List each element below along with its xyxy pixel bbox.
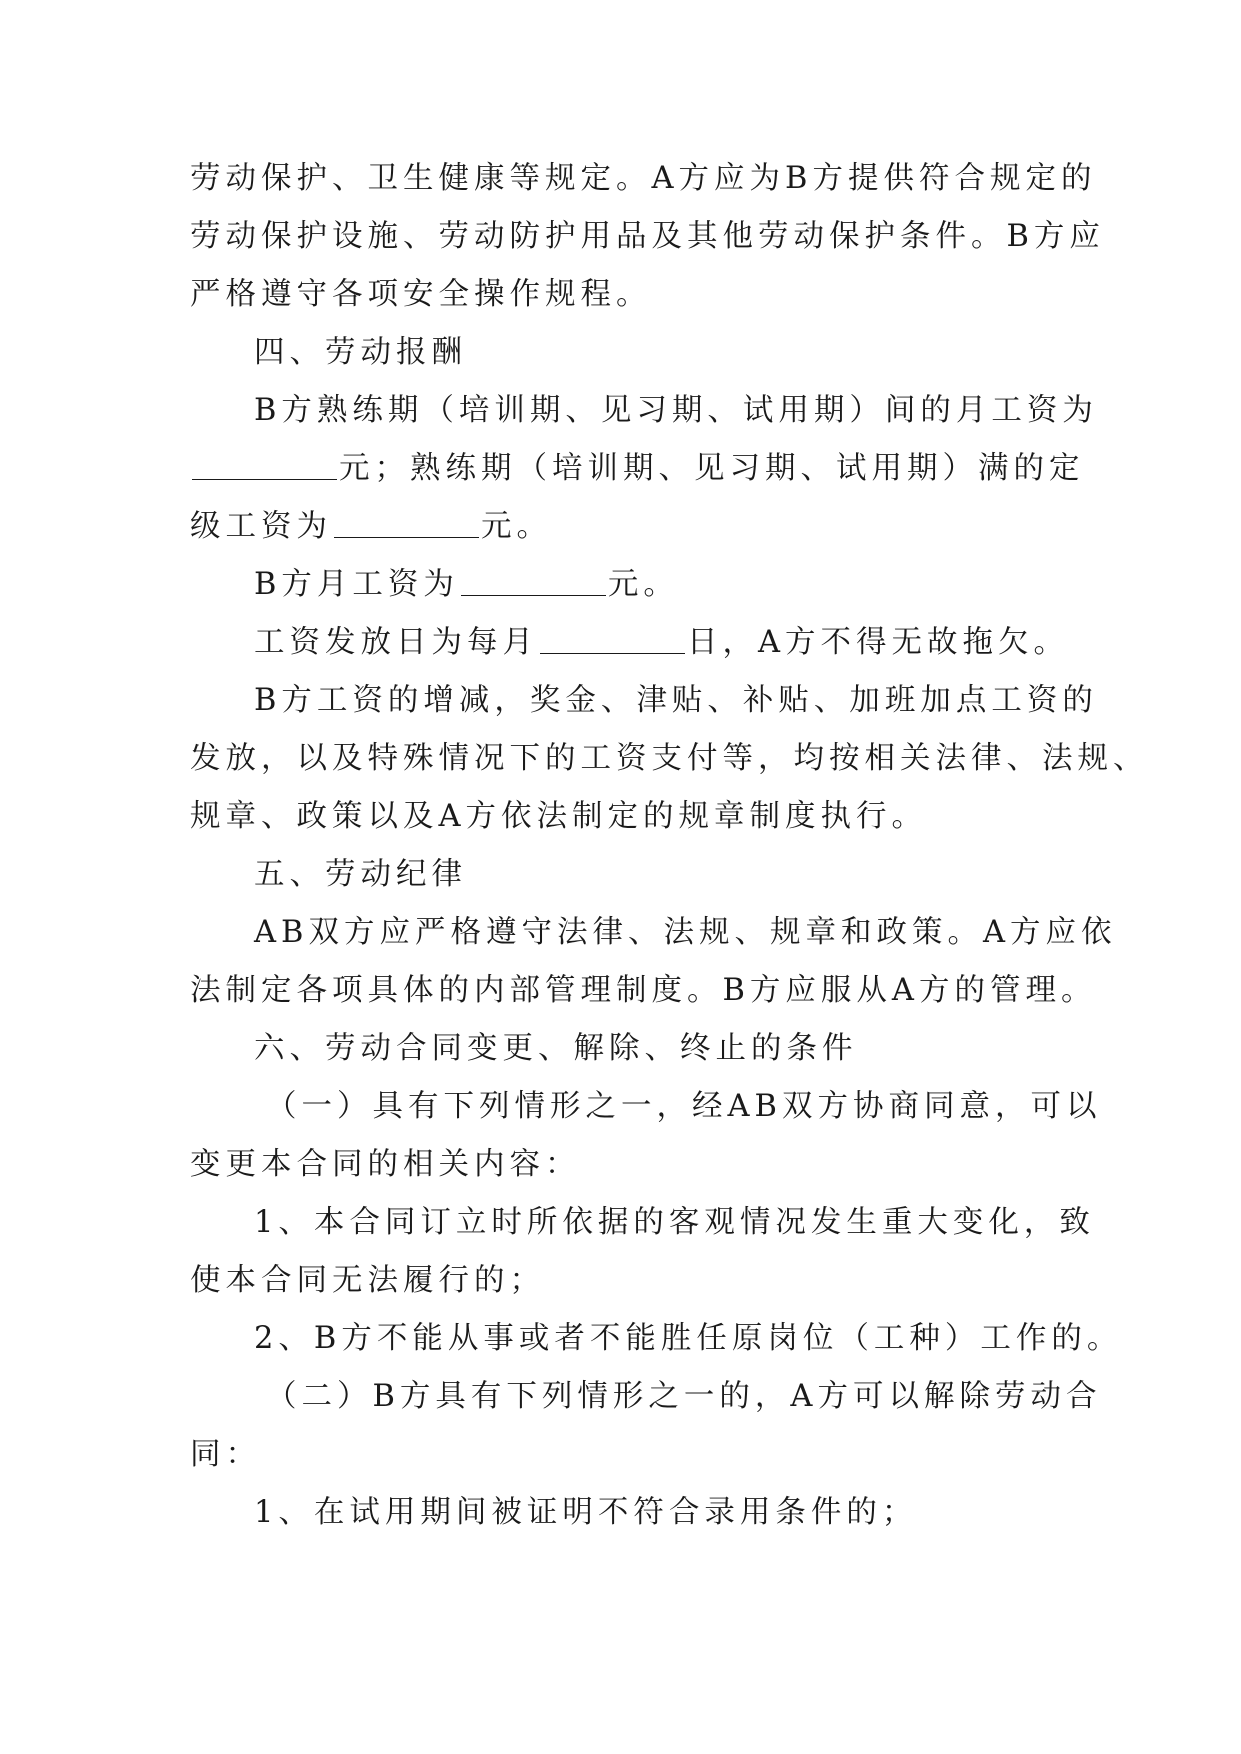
paragraph-line: （一）具有下列情形之一，经AB双方协商同意，可以 bbox=[266, 1089, 1102, 1124]
paragraph-line: （二）B方具有下列情形之一的，A方可以解除劳动合 bbox=[266, 1379, 1102, 1414]
section-heading-6: 六、劳动合同变更、解除、终止的条件 bbox=[254, 1031, 858, 1066]
blank-field[interactable] bbox=[461, 565, 606, 596]
paragraph-line: 变更本合同的相关内容： bbox=[190, 1147, 581, 1182]
paragraph-line: B方工资的增减，奖金、津贴、补贴、加班加点工资的 bbox=[254, 683, 1098, 718]
paragraph-line: 法制定各项具体的内部管理制度。B方应服从A方的管理。 bbox=[190, 973, 1097, 1008]
paragraph-line: 规章、政策以及A方依法制定的规章制度执行。 bbox=[190, 799, 928, 834]
text-segment: 级工资为 bbox=[190, 509, 332, 544]
list-item: 1、本合同订立时所依据的客观情况发生重大变化，致 bbox=[254, 1205, 1095, 1240]
list-item: 2、B方不能从事或者不能胜任原岗位（工种）工作的。 bbox=[254, 1321, 1123, 1356]
paragraph-line: 使本合同无法履行的； bbox=[190, 1263, 545, 1298]
text-segment: 工资发放日为每月 bbox=[254, 625, 538, 660]
blank-field[interactable] bbox=[334, 507, 479, 538]
paragraph-line: AB双方应严格遵守法律、法规、规章和政策。A方应依 bbox=[254, 915, 1117, 950]
blank-field[interactable] bbox=[540, 623, 685, 654]
text-segment: B方月工资为 bbox=[254, 567, 459, 602]
document-page bbox=[190, 150, 1149, 1542]
text-segment: 元。 bbox=[607, 567, 679, 602]
text-segment: 元；熟练期（培训期、见习期、试用期）满的定 bbox=[339, 451, 1085, 486]
section-heading-4: 四、劳动报酬 bbox=[254, 335, 467, 370]
paragraph-line bbox=[190, 614, 1070, 672]
paragraph-line: 发放，以及特殊情况下的工资支付等，均按相关法律、法规、 bbox=[190, 741, 1149, 776]
paragraph-line: 劳动保护设施、劳动防护用品及其他劳动保护条件。B方应 bbox=[190, 219, 1105, 254]
text-segment: 元。 bbox=[481, 509, 552, 544]
paragraph-line: 同： bbox=[190, 1437, 261, 1472]
paragraph-line: B方熟练期（培训期、见习期、试用期）间的月工资为 bbox=[254, 393, 1098, 428]
text-segment: 日，A方不得无故拖欠。 bbox=[687, 625, 1070, 660]
section-heading-5: 五、劳动纪律 bbox=[254, 857, 467, 892]
paragraph-line bbox=[190, 498, 1050, 556]
list-item: 1、在试用期间被证明不符合录用条件的； bbox=[254, 1495, 918, 1530]
paragraph-line bbox=[190, 440, 1085, 498]
blank-field[interactable] bbox=[192, 449, 337, 480]
paragraph-line: 严格遵守各项安全操作规程。 bbox=[190, 277, 652, 312]
paragraph-line: 劳动保护、卫生健康等规定。A方应为B方提供符合规定的 bbox=[190, 161, 1097, 196]
paragraph-line bbox=[190, 556, 1050, 614]
